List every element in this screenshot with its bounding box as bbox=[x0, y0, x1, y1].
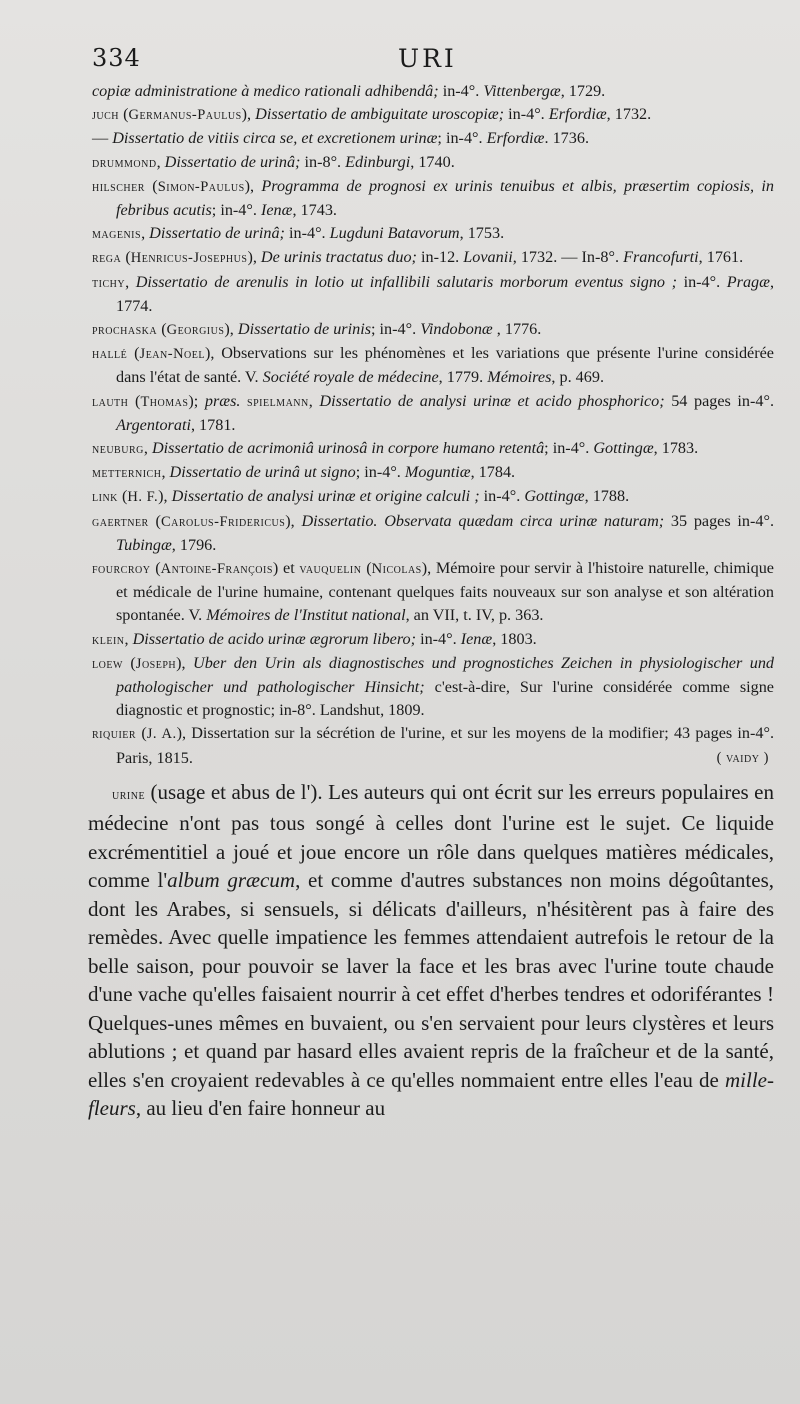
italic-text: Dissertatio de urinâ ut signo bbox=[169, 463, 356, 482]
bibliography-entry bbox=[92, 222, 774, 246]
bibliography-entry bbox=[92, 510, 774, 557]
text-run: ; in-4°. bbox=[437, 129, 487, 148]
text-run: in-4°. bbox=[683, 272, 727, 291]
italic-text: Erfordiæ bbox=[548, 105, 607, 124]
page-header bbox=[92, 44, 774, 80]
italic-text: Dissertatio. Observata quædam circa urinæ naturam; bbox=[301, 511, 671, 530]
small-caps-text: Henricus-Josephus bbox=[130, 250, 248, 267]
text-run: ( bbox=[125, 248, 131, 267]
text-run: , 1776. bbox=[492, 320, 542, 339]
text-run: ( bbox=[130, 653, 136, 672]
page-number: 334 bbox=[92, 44, 141, 72]
bibliography-entry bbox=[92, 437, 774, 461]
text-run: ), bbox=[244, 176, 262, 195]
small-caps-text: H. F. bbox=[127, 489, 159, 506]
author-signature: ( vaidy ) bbox=[716, 749, 769, 766]
text-run: , bbox=[141, 224, 150, 243]
text-run: ; in-4°. bbox=[544, 439, 594, 458]
text-run: , et comme d'autres substances non moins dégoûtantes, dont les Arabes, si sensuels, si délicats d'ailleurs, n'hésitèrent pas à faire des remèdes. Avec quelle impatience les femmes attendaient autrefois le retour de la belle saison, pour pouvoir se laver la face et les bras avec l'urine toute chaude d'une vache qu'elles faisaient nourrir à cet effet d'herbes tendres et odoriférantes ! Quelques-unes mêmes en buvaient, ou s'en servaient pour leurs clystères et leurs ablutions ; et quand par hasard elles avaient repris de la fraîcheur et de la santé, elles s'en croyaient redevables à ce qu'elles nommaient entre elles l'eau de bbox=[88, 868, 774, 1092]
small-caps-text: neuburg bbox=[92, 441, 144, 458]
text-run: — bbox=[92, 129, 113, 148]
text-run: ), bbox=[176, 653, 194, 672]
bibliography-entry bbox=[92, 557, 774, 628]
text-run: , 1788. bbox=[584, 487, 630, 506]
bibliography-entry bbox=[92, 127, 774, 150]
text-run: , 1779. bbox=[438, 368, 488, 387]
small-caps-text: klein bbox=[92, 631, 125, 648]
bibliography-entry bbox=[92, 246, 774, 270]
small-caps-text: tichy bbox=[92, 274, 126, 291]
small-caps-text: metternich bbox=[92, 465, 162, 482]
small-caps-text: loew bbox=[92, 655, 131, 672]
italic-text: Edinburgi bbox=[345, 152, 411, 171]
text-run: ), bbox=[158, 487, 172, 506]
text-run: , 1783. bbox=[653, 439, 699, 458]
text-run: ); bbox=[188, 391, 205, 410]
italic-text: Lovanii bbox=[463, 248, 513, 267]
text-run: 35 pages in-4°. bbox=[670, 511, 775, 530]
text-run: 54 pages in-4°. bbox=[671, 391, 775, 410]
italic-text: præs. bbox=[204, 391, 248, 410]
text-run: ; in-4°. bbox=[371, 320, 421, 339]
italic-text: Mémoires bbox=[487, 368, 552, 387]
text-run: c'est-à-dire, Sur l'urine considérée comme signe diagnostic et prognostic; in-8°. Landshut, 1809. bbox=[116, 678, 774, 720]
running-head: URI bbox=[398, 44, 457, 73]
text-run: in-8°. bbox=[304, 152, 346, 171]
small-caps-text: Georgius bbox=[166, 322, 225, 339]
text-run: ), Mémoire pour servir à l'histoire naturelle, chimique et médicale de l'urine humaine, contenant quelques faits nouveaux sur son analyse et son altération spontanée. V. bbox=[116, 559, 774, 625]
bibliography-list bbox=[92, 80, 774, 770]
text-run: , bbox=[125, 272, 136, 291]
small-caps-text: Jean-Noel bbox=[139, 346, 205, 363]
bibliography-entry bbox=[92, 485, 774, 509]
italic-text: Moguntiæ bbox=[404, 463, 471, 482]
small-caps-text: Nicolas bbox=[371, 561, 422, 578]
bibliography-entry bbox=[92, 390, 774, 437]
italic-text: Programma de prognosi ex urinis tenuibus et albis, præsertim copiosis, in febribus acutis bbox=[116, 176, 774, 220]
text-run: in-4°. bbox=[442, 82, 484, 100]
italic-text: Dissertatio de analysi urinæ et acido phosphorico; bbox=[319, 391, 672, 410]
italic-text: Tubingæ bbox=[116, 535, 172, 554]
bibliography-entry bbox=[92, 318, 774, 342]
bibliography-entry bbox=[92, 151, 774, 175]
small-caps-text: lauth bbox=[92, 393, 136, 410]
italic-text: Vittenbergæ bbox=[483, 82, 561, 100]
text-run: ), bbox=[241, 105, 256, 124]
italic-text: Lugduni Batavorum bbox=[329, 224, 460, 243]
italic-text: Dissertatio de ambiguitate uroscopiæ; bbox=[255, 105, 509, 124]
italic-text: Dissertatio de arenulis in lotio ut infallibili salutaris morborum eventus signo ; bbox=[135, 272, 684, 291]
bibliography-entry bbox=[92, 271, 774, 318]
text-run: in-4°. bbox=[289, 224, 330, 243]
italic-text: Erfordiæ bbox=[486, 129, 545, 148]
text-run: , 1729. bbox=[560, 82, 606, 100]
bibliography-entry bbox=[92, 103, 774, 127]
text-run: ; in-4°. bbox=[211, 201, 261, 220]
bibliography-entry bbox=[92, 722, 774, 769]
text-run: (usage et abus de l'). Les auteurs qui ont écrit sur les erreurs populaires en médecine n'ont pas tous songé à celles dont l'urine est le sujet. Ce liquide excrémentitiel a joué et joue encore un rôle dans quelques matières médicales, comme l' bbox=[88, 779, 774, 893]
italic-text: Mémoires de l'Institut national bbox=[206, 606, 406, 625]
small-caps-text: Germanus-Paulus bbox=[128, 107, 242, 124]
text-run: , 1796. bbox=[171, 535, 217, 554]
small-caps-text: fourcroy bbox=[92, 561, 156, 578]
text-run: , 1774. bbox=[116, 272, 774, 315]
text-run: ( bbox=[155, 511, 161, 530]
text-run: ; in-4°. bbox=[355, 463, 405, 482]
text-run: ( bbox=[161, 320, 167, 339]
small-caps-text: Carolus-Fridericus bbox=[160, 513, 286, 530]
italic-text: Dissertatio de urinâ; bbox=[149, 224, 289, 243]
text-run: ) et bbox=[272, 559, 300, 578]
italic-text: Pragæ bbox=[726, 272, 770, 291]
text-run: in-4°. bbox=[508, 105, 549, 124]
article-urine bbox=[88, 778, 774, 1123]
small-caps-text: drummond bbox=[92, 154, 157, 171]
small-caps-text: hilscher bbox=[92, 178, 153, 195]
text-run: in-4°. bbox=[483, 487, 525, 506]
text-run: , 1781. bbox=[190, 415, 236, 434]
text-run: ), bbox=[224, 320, 238, 339]
small-caps-text: Simon-Paulus bbox=[157, 178, 245, 195]
italic-text: Francofurti bbox=[623, 248, 699, 267]
italic-text: De urinis tractatus duo; bbox=[260, 248, 421, 267]
text-run: , 1784. bbox=[470, 463, 516, 482]
italic-text: Dissertatio de urinâ; bbox=[164, 152, 305, 171]
small-caps-text: hallé bbox=[92, 346, 135, 363]
small-caps-text: urine bbox=[112, 786, 146, 803]
small-caps-text: spielmann bbox=[247, 393, 309, 410]
text-run: ( bbox=[135, 391, 141, 410]
text-run: ), bbox=[285, 511, 302, 530]
text-run: ( bbox=[366, 559, 372, 578]
italic-text: copiæ administratione à medico rationali adhibendâ; bbox=[92, 82, 443, 100]
italic-text: Gottingæ bbox=[593, 439, 654, 458]
small-caps-text: Thomas bbox=[140, 393, 189, 410]
small-caps-text: Joseph bbox=[135, 655, 177, 672]
italic-text: Argentorati bbox=[116, 415, 191, 434]
text-run: ( bbox=[122, 487, 128, 506]
italic-text: album græcum bbox=[167, 868, 296, 893]
small-caps-text: J. A. bbox=[146, 726, 177, 743]
text-run: , an VII, t. IV, p. 363. bbox=[405, 606, 544, 625]
small-caps-text: magenis bbox=[92, 226, 142, 243]
text-run: , 1732. bbox=[606, 105, 652, 124]
text-run: in-12. bbox=[421, 248, 464, 267]
small-caps-text: riquier bbox=[92, 726, 142, 743]
small-caps-text: juch bbox=[92, 107, 124, 124]
text-run: ( bbox=[155, 559, 161, 578]
small-caps-text: rega bbox=[92, 250, 126, 267]
text-run: ), Dissertation sur la sécrétion de l'urine, et sur les moyens de la modifier; 43 pages in-4°. Paris, 1815. bbox=[116, 724, 774, 767]
italic-text: mille-fleurs bbox=[88, 1067, 774, 1121]
text-run: ( bbox=[134, 344, 140, 363]
text-run: ( bbox=[141, 724, 147, 743]
bibliography-entry bbox=[92, 461, 774, 485]
italic-text: Ienæ bbox=[260, 201, 293, 220]
text-run: , bbox=[143, 439, 152, 458]
text-run: , bbox=[156, 152, 165, 171]
text-run: ), Observations sur les phénomènes et les variations que présente l'urine considérée dans l'état de santé. V. bbox=[116, 344, 774, 387]
italic-text: Vindobonæ bbox=[420, 320, 493, 339]
bibliography-entry bbox=[92, 175, 774, 222]
text-run: , au lieu d'en faire honneur au bbox=[135, 1096, 386, 1121]
text-run: ), bbox=[247, 248, 261, 267]
text-run: , p. 469. bbox=[551, 368, 604, 387]
bibliography-entry bbox=[92, 342, 774, 389]
text-run: ( bbox=[152, 176, 158, 195]
small-caps-text: vauquelin bbox=[299, 561, 367, 578]
italic-text: Ienæ bbox=[460, 629, 493, 648]
italic-text: Société royale de médecine bbox=[262, 368, 439, 387]
text-run: , bbox=[308, 391, 320, 410]
text-run: in-4°. bbox=[420, 629, 461, 648]
small-caps-text: gaertner bbox=[92, 513, 156, 530]
text-run: , 1740. bbox=[410, 152, 455, 171]
italic-text: Dissertatio de vitiis circa se, et excretionem urinæ bbox=[112, 129, 438, 148]
text-run: , bbox=[161, 463, 170, 482]
italic-text: Dissertatio de acido urinæ ægrorum libero; bbox=[132, 629, 421, 648]
italic-text: Dissertatio de acrimoniâ urinosâ in corpore humano retentâ bbox=[151, 439, 545, 458]
bibliography-entry bbox=[92, 628, 774, 652]
bibliography-entry bbox=[92, 80, 774, 103]
small-caps-text: Antoine-François bbox=[160, 561, 273, 578]
italic-text: Dissertatio de urinis bbox=[237, 320, 371, 339]
text-run: , 1732. — In-8°. bbox=[512, 248, 624, 267]
text-run: , 1803. bbox=[492, 629, 537, 648]
italic-text: Gottingæ bbox=[524, 487, 585, 506]
text-run: , 1743. bbox=[292, 201, 337, 220]
italic-text: Uber den Urin als diagnostisches und prognostiches Zeichen in physiologischer und pathologischer und pathologischer Hinsicht; bbox=[116, 653, 775, 697]
small-caps-text: link bbox=[92, 489, 123, 506]
text-run: , bbox=[124, 629, 133, 648]
small-caps-text: prochaska bbox=[92, 322, 162, 339]
italic-text: Dissertatio de analysi urinæ et origine calculi ; bbox=[171, 487, 484, 506]
bibliography-entry bbox=[92, 652, 774, 723]
text-run: ( bbox=[123, 105, 129, 124]
text-run: . 1736. bbox=[544, 129, 589, 148]
text-run: , 1753. bbox=[459, 224, 505, 243]
text-run: , 1761. bbox=[698, 248, 744, 267]
